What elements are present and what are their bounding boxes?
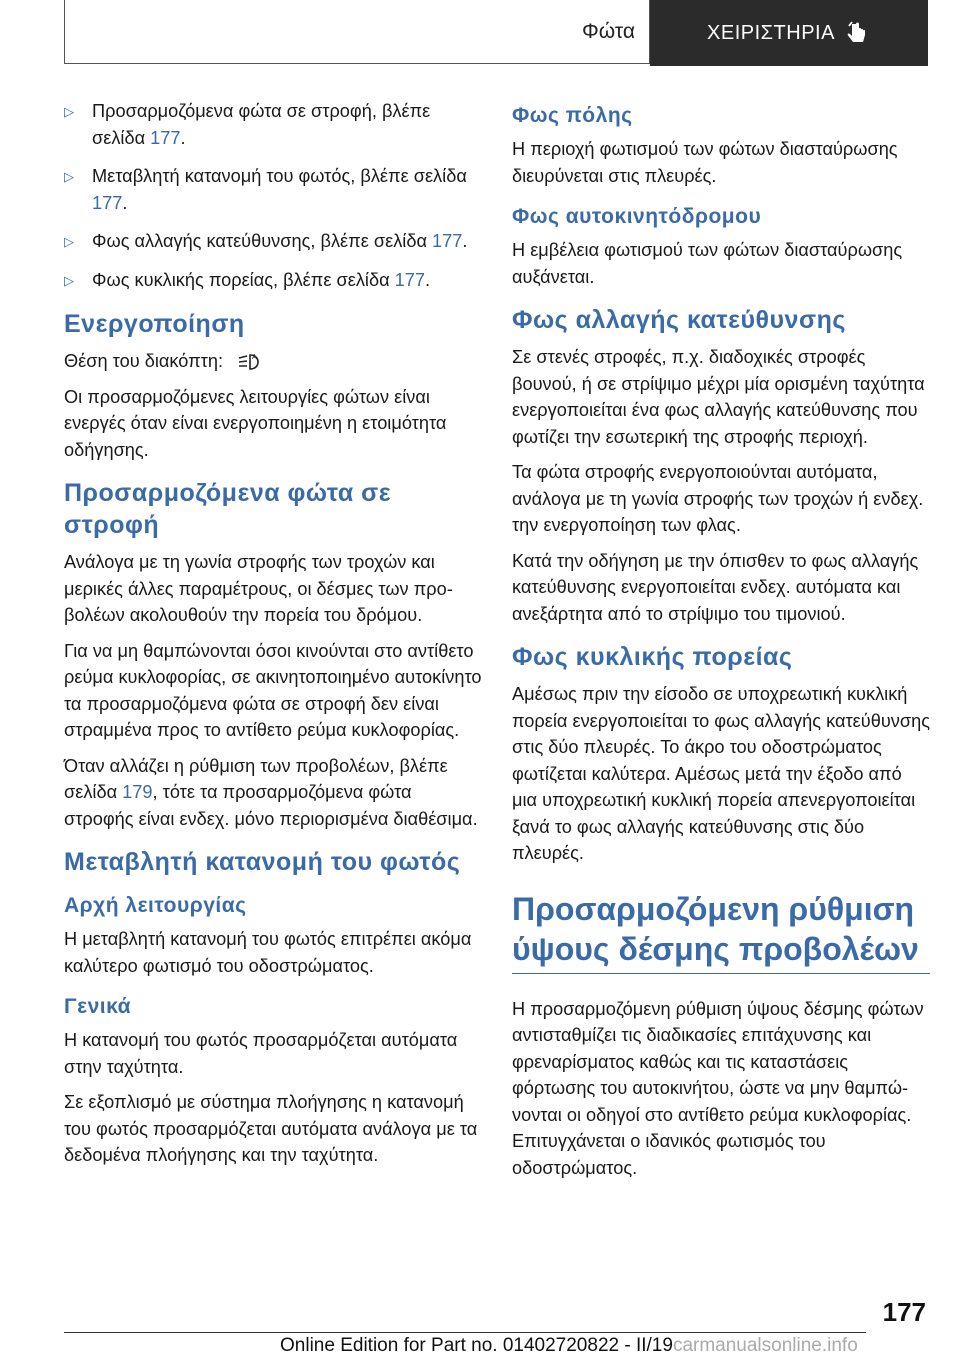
variable-light-heading: Μεταβλητή κατανομή του φωτός (64, 848, 461, 876)
section-title: Φώτα (582, 19, 635, 43)
adaptive-heading: Προσαρμοζόμενα φώτα σε στροφή (64, 479, 392, 539)
list-item: ▷ Φως κυκλικής πορείας, βλέπε σελίδα 177. (64, 267, 482, 294)
svg-text:A: A (252, 354, 257, 362)
cornering-paragraph-3: Κατά την οδήγηση με την όπισθεν το φως αλλαγής κατεύθυνσης ενεργοποιείται ενδεχ. αυτόματα και ανεξάρτητα από το στρίψιμο του τιμονιού. (512, 550, 919, 624)
list-item: ▷ Φως αλλαγής κατεύθυνσης, βλέπε σελίδα 177. (64, 228, 482, 255)
footer-divider (64, 1332, 866, 1333)
manual-title: ΧΕΙΡΙΣΤΗΡΙΑ (707, 21, 835, 44)
page-number: 177 (882, 1297, 926, 1327)
adaptive-paragraph-1: Ανάλογα με τη γωνία στροφής των τροχών και μερικές άλλες παραμέτρους, οι δέσμες των προβολέων ακολουθούν την πορεία του δρόμου. (64, 552, 453, 625)
switch-position: Θέση του διακόπτη: A (64, 348, 482, 375)
activation-heading: Ενεργοποίηση (64, 310, 245, 338)
footer-edition: Online Edition for Part no. 01402720822 - II/19carmanualsonline.info (280, 1335, 858, 1356)
city-light-heading: Φως πόλης (512, 104, 633, 127)
roundabout-text: Αμέσως πριν την είσοδο σε υποχρεωτική κυκλική πορεία ενεργοποιείται το φως αλλαγής κατεύθυνσης στις δύο πλευρές. Το άκρο του οδοστρώματος φωτίζεται καλύτερα. Αμέσως μετά την έξοδο από μια υποχρεωτική κυκλική πορεία απενεργοποιείται ξανά το φως αλλαγής κατεύθυνσης στις δύο πλευρές. (512, 684, 930, 863)
page-link[interactable]: 177 (394, 270, 426, 290)
list-item: ▷ Προσαρμοζόμενα φώτα σε στροφή, βλέπε σελίδα 177. (64, 98, 482, 151)
left-column (64, 98, 482, 1178)
auto-light-icon (236, 351, 262, 373)
hand-pointer-icon (845, 20, 871, 46)
triangle-bullet-icon: ▷ (64, 104, 74, 119)
highway-light-heading: Φως αυτοκινητόδρομου (512, 205, 762, 228)
section-tab[interactable] (64, 0, 650, 64)
page-link[interactable]: 177 (92, 192, 123, 213)
list-item: ▷ Μεταβλητή κατανομή του φωτός, βλέπε σελίδα 177. (64, 163, 482, 216)
page-header (64, 0, 928, 66)
triangle-bullet-icon: ▷ (64, 169, 74, 184)
adaptive-paragraph-2: Για να μη θαμπώνονται όσοι κινούνται στο αντίθετο ρεύμα κυκλοφορίας, σε ακινητοποιημένο αυτοκίνητο τα προσαρμοζόμενα φώτα σε στροφή δεν είναι στραμμένα προς το αντίθετο ρεύμα κυκλοφορίας. (64, 640, 482, 740)
general-heading: Γενικά (64, 995, 132, 1018)
cornering-paragraph-2: Τα φώτα στροφής ενεργοποιούνται αυτόματα, ανάλογα με τη γωνία στροφής των τροχών ή ενδεχ. την ενεργοποίηση των φλας. (512, 462, 924, 535)
highway-light-text: Η εμβέλεια φωτισμού των φώτων διασταύρωσης αυξάνεται. (512, 240, 903, 287)
principle-heading: Αρχή λειτουργίας (64, 894, 247, 917)
page-link[interactable]: 177 (432, 231, 463, 251)
watermark-logo: carmanualsonline.info (672, 1335, 858, 1356)
general-paragraph-1: Η κατανομή του φωτός προσαρμόζεται αυτόματα στην ταχύτητα. (64, 1030, 458, 1077)
cornering-paragraph-1: Σε στενές στροφές, π.χ. διαδοχικές στροφές βουνού, ή σε στρίψιμο μέχρι μία ορισμένη ταχύτητα ενεργοποιείται ένα φως αλλαγής κατεύθυνσης που φωτίζει την εσωτερική της στροφής περιοχή. (512, 347, 925, 447)
page-link[interactable]: 179 (122, 782, 153, 802)
triangle-bullet-icon: ▷ (64, 234, 74, 249)
heading-divider (512, 973, 930, 974)
right-column (512, 98, 930, 1190)
headlight-range-heading: Προσαρμοζόμενη ρύθμιση ύψους δέσμης προβολέων (512, 890, 919, 967)
roundabout-light-heading: Φως κυκλικής πορείας (512, 643, 793, 671)
triangle-bullet-icon: ▷ (64, 273, 74, 288)
activation-text: Οι προσαρμοζόμενες λειτουργίες φώτων είναι ενεργές όταν είναι ενεργοποιημένη η ετοιμότητα οδήγησης. (64, 386, 447, 460)
page-link[interactable]: 177 (150, 127, 181, 148)
general-paragraph-2: Σε εξοπλισμό με σύστημα πλοήγησης η κατανομή του φωτός προσαρμόζεται αυτόματα ανάλογα με τα δεδομένα πλοήγησης και την ταχύτητα. (64, 1092, 478, 1165)
city-light-text: Η περιοχή φωτισμού των φώτων διασταύρωσης διευρύνεται στις πλευρές. (512, 139, 898, 186)
principle-text: Η μεταβλητή κατανομή του φωτός επιτρέπει ακόμα καλύτερο φωτισμό του οδοστρώματος. (64, 929, 472, 976)
headlight-range-text: Η προσαρμοζόμενη ρύθμιση ύψους δέσμης φώτων αντισταθμίζει τις διαδικασίες επιτάχυνσης και φρεναρίσματος καθώς και τις καταστάσεις φόρτωσης του αυτοκινήτου, ώστε να μην θαμπώνονται οι οδηγοί στο αντίθετο ρεύμα κυκλοφορίας. Επιτυγχάνεται ο ιδανικός φωτισμός του οδοστρώματος. (512, 998, 924, 1178)
cornering-light-heading: Φως αλλαγής κατεύθυνσης (512, 306, 846, 334)
adaptive-paragraph-3: Όταν αλλάζει η ρύθμιση των προβολέων, βλέπε σελίδα 179, τότε τα προσαρμοζόμενα φώτα στροφής είναι ενδεχ. μόνο περιορισμένα διαθέσιμα. (64, 755, 478, 829)
manual-tab[interactable] (650, 0, 928, 66)
